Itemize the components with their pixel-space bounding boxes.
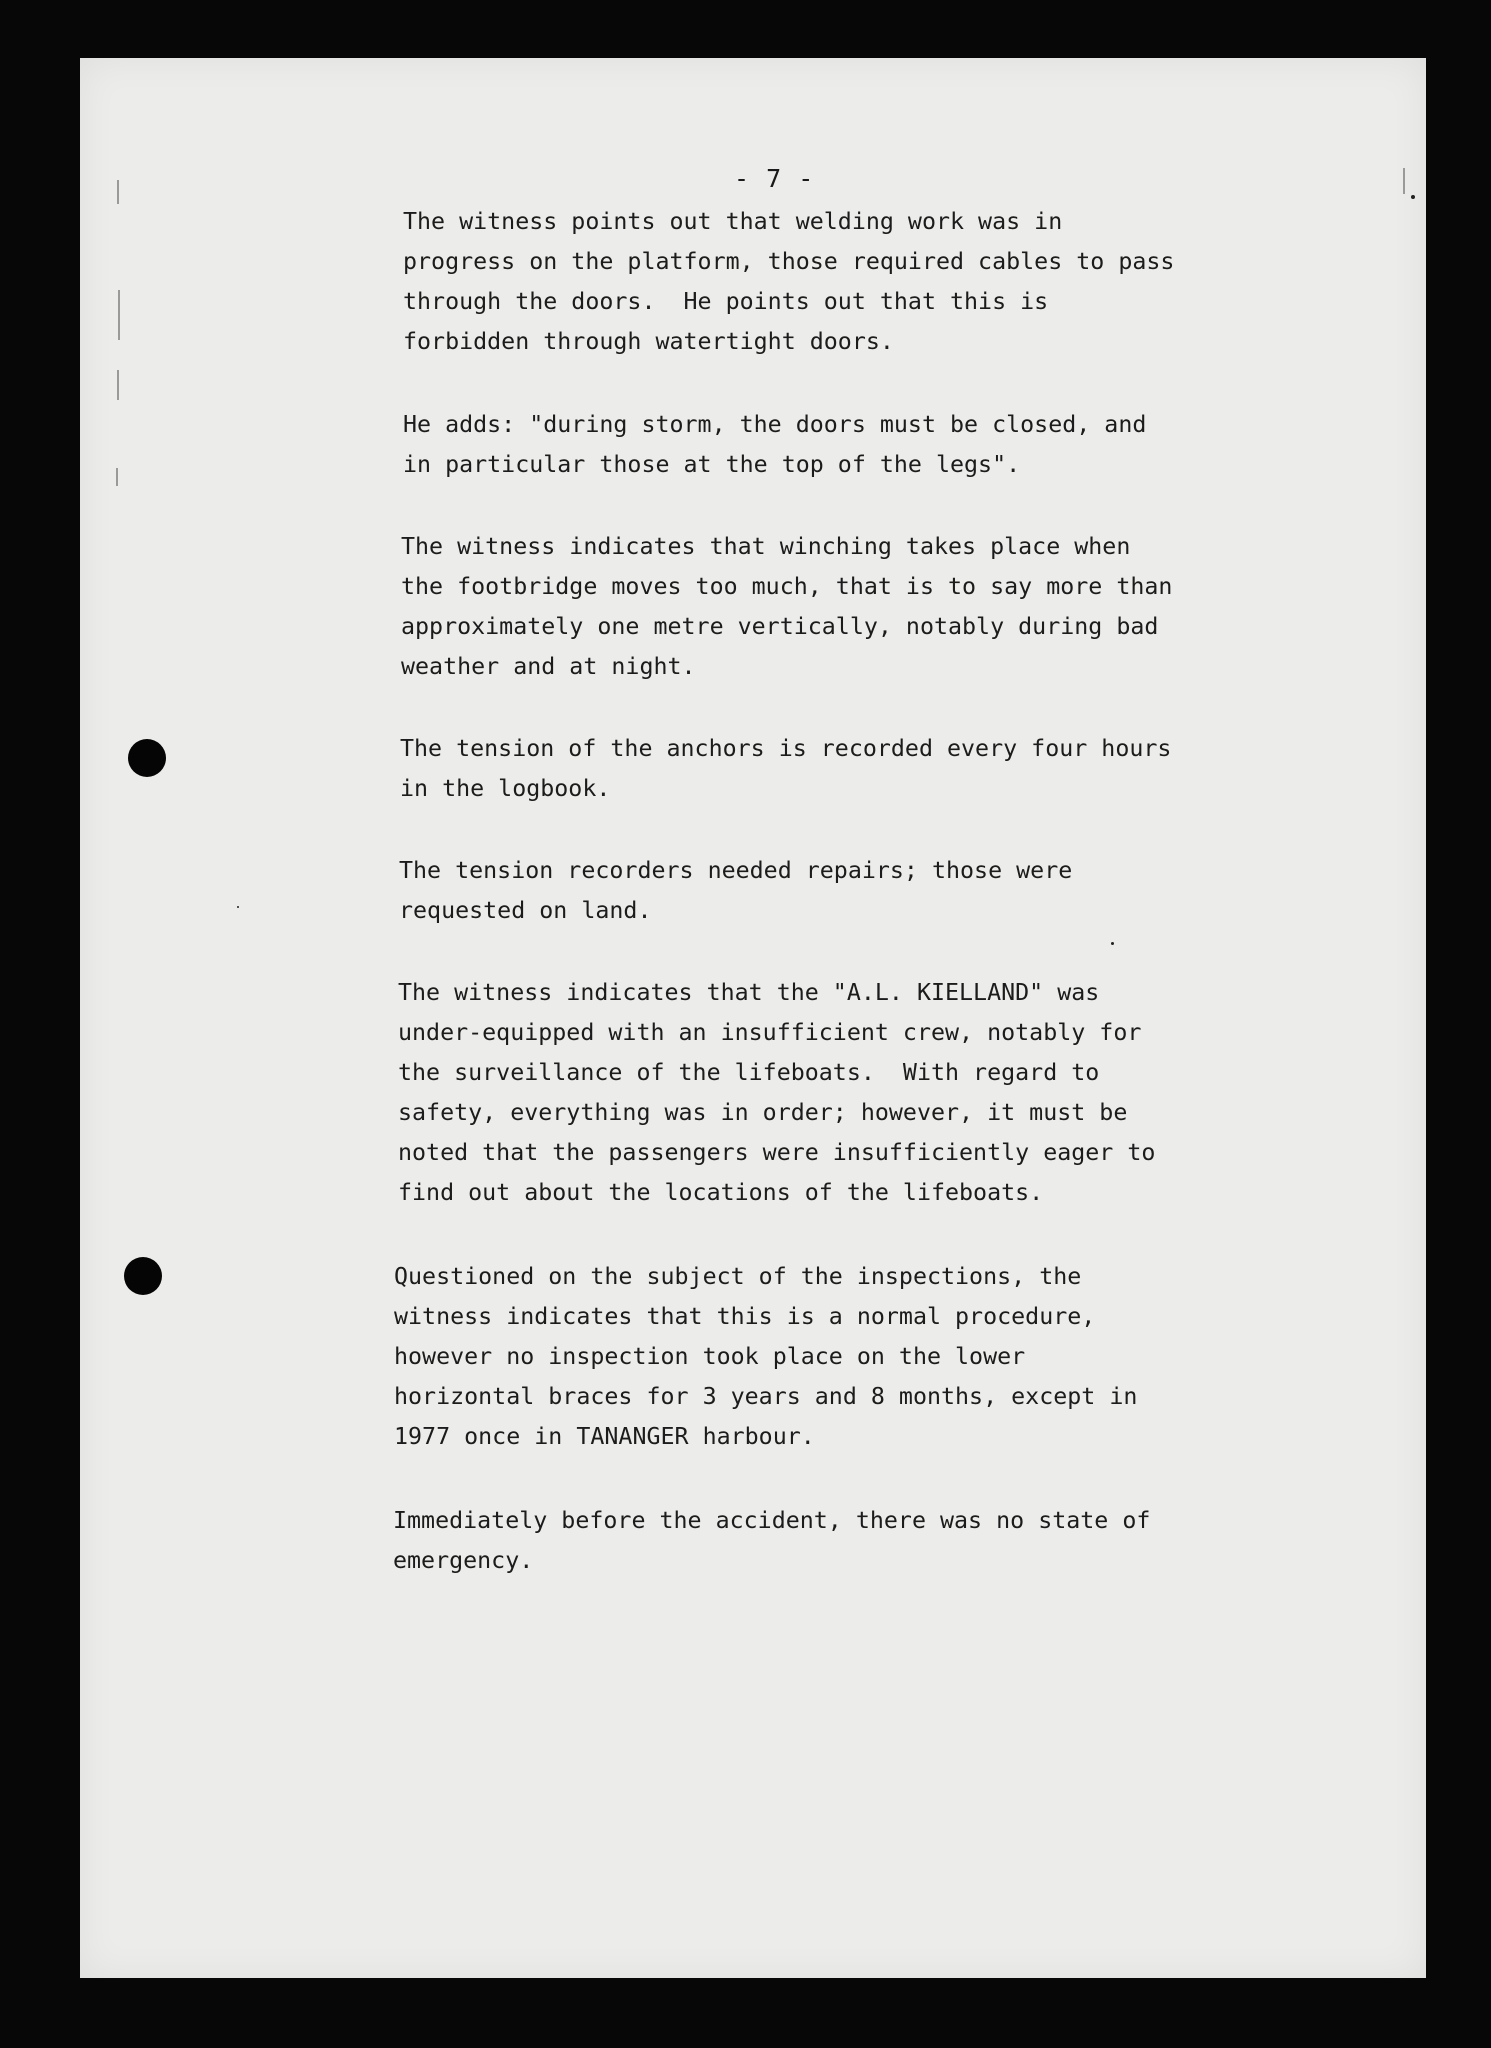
punch-hole: [124, 1257, 162, 1295]
text-line: 1977 once in TANANGER harbour.: [394, 1423, 815, 1450]
text-line: emergency.: [393, 1547, 534, 1574]
text-line: in particular those at the top of the legs".: [403, 451, 1021, 478]
paragraph-1: [403, 202, 1174, 362]
text-line: The witness indicates that the "A.L. KIELLAND" was: [398, 979, 1100, 1006]
text-line: weather and at night.: [401, 653, 696, 680]
text-line: noted that the passengers were insufficiently eager to: [398, 1139, 1156, 1166]
text-line: through the doors. He points out that this is: [403, 288, 1049, 315]
text-line: witness indicates that this is a normal procedure,: [394, 1303, 1096, 1330]
text-line: The tension recorders needed repairs; those were: [399, 857, 1073, 884]
paper-speck: [1411, 195, 1415, 199]
paragraph-8: [393, 1501, 1150, 1581]
text-line: The witness indicates that winching takes place when: [401, 533, 1131, 560]
paragraph-3: [401, 527, 1172, 687]
paragraph-6: [398, 973, 1155, 1213]
paragraph-4: [400, 729, 1171, 809]
paragraph-2: [403, 405, 1146, 485]
paper-speck: [1111, 942, 1114, 945]
text-line: under-equipped with an insufficient crew, notably for: [398, 1019, 1142, 1046]
paragraph-5: [399, 851, 1072, 931]
text-line: however no inspection took place on the lower: [394, 1343, 1026, 1370]
text-line: the surveillance of the lifeboats. With regard to: [398, 1059, 1100, 1086]
page-edge-mark: [117, 180, 119, 204]
text-line: approximately one metre vertically, notably during bad: [401, 613, 1159, 640]
text-line: progress on the platform, those required cables to pass: [403, 248, 1175, 275]
text-line: find out about the locations of the lifeboats.: [398, 1179, 1044, 1206]
text-line: The witness points out that welding work was in: [403, 208, 1063, 235]
text-line: Questioned on the subject of the inspections, the: [394, 1263, 1082, 1290]
text-line: safety, everything was in order; however, it must be: [398, 1099, 1128, 1126]
page-edge-mark: [116, 468, 118, 486]
text-line: requested on land.: [399, 897, 652, 924]
paper-speck: [237, 906, 239, 908]
text-line: horizontal braces for 3 years and 8 months, except in: [394, 1383, 1138, 1410]
page-number: - 7 -: [734, 164, 815, 193]
text-line: the footbridge moves too much, that is to say more than: [401, 573, 1173, 600]
text-line: Immediately before the accident, there was no state of: [393, 1507, 1151, 1534]
page-edge-mark: [1403, 168, 1405, 194]
text-line: He adds: "during storm, the doors must be closed, and: [403, 411, 1147, 438]
page-edge-mark: [118, 290, 120, 340]
paragraph-7: [394, 1257, 1137, 1457]
punch-hole: [128, 739, 166, 777]
text-line: in the logbook.: [400, 775, 611, 802]
text-line: The tension of the anchors is recorded every four hours: [400, 735, 1172, 762]
text-line: forbidden through watertight doors.: [403, 328, 894, 355]
page-edge-mark: [117, 370, 119, 400]
